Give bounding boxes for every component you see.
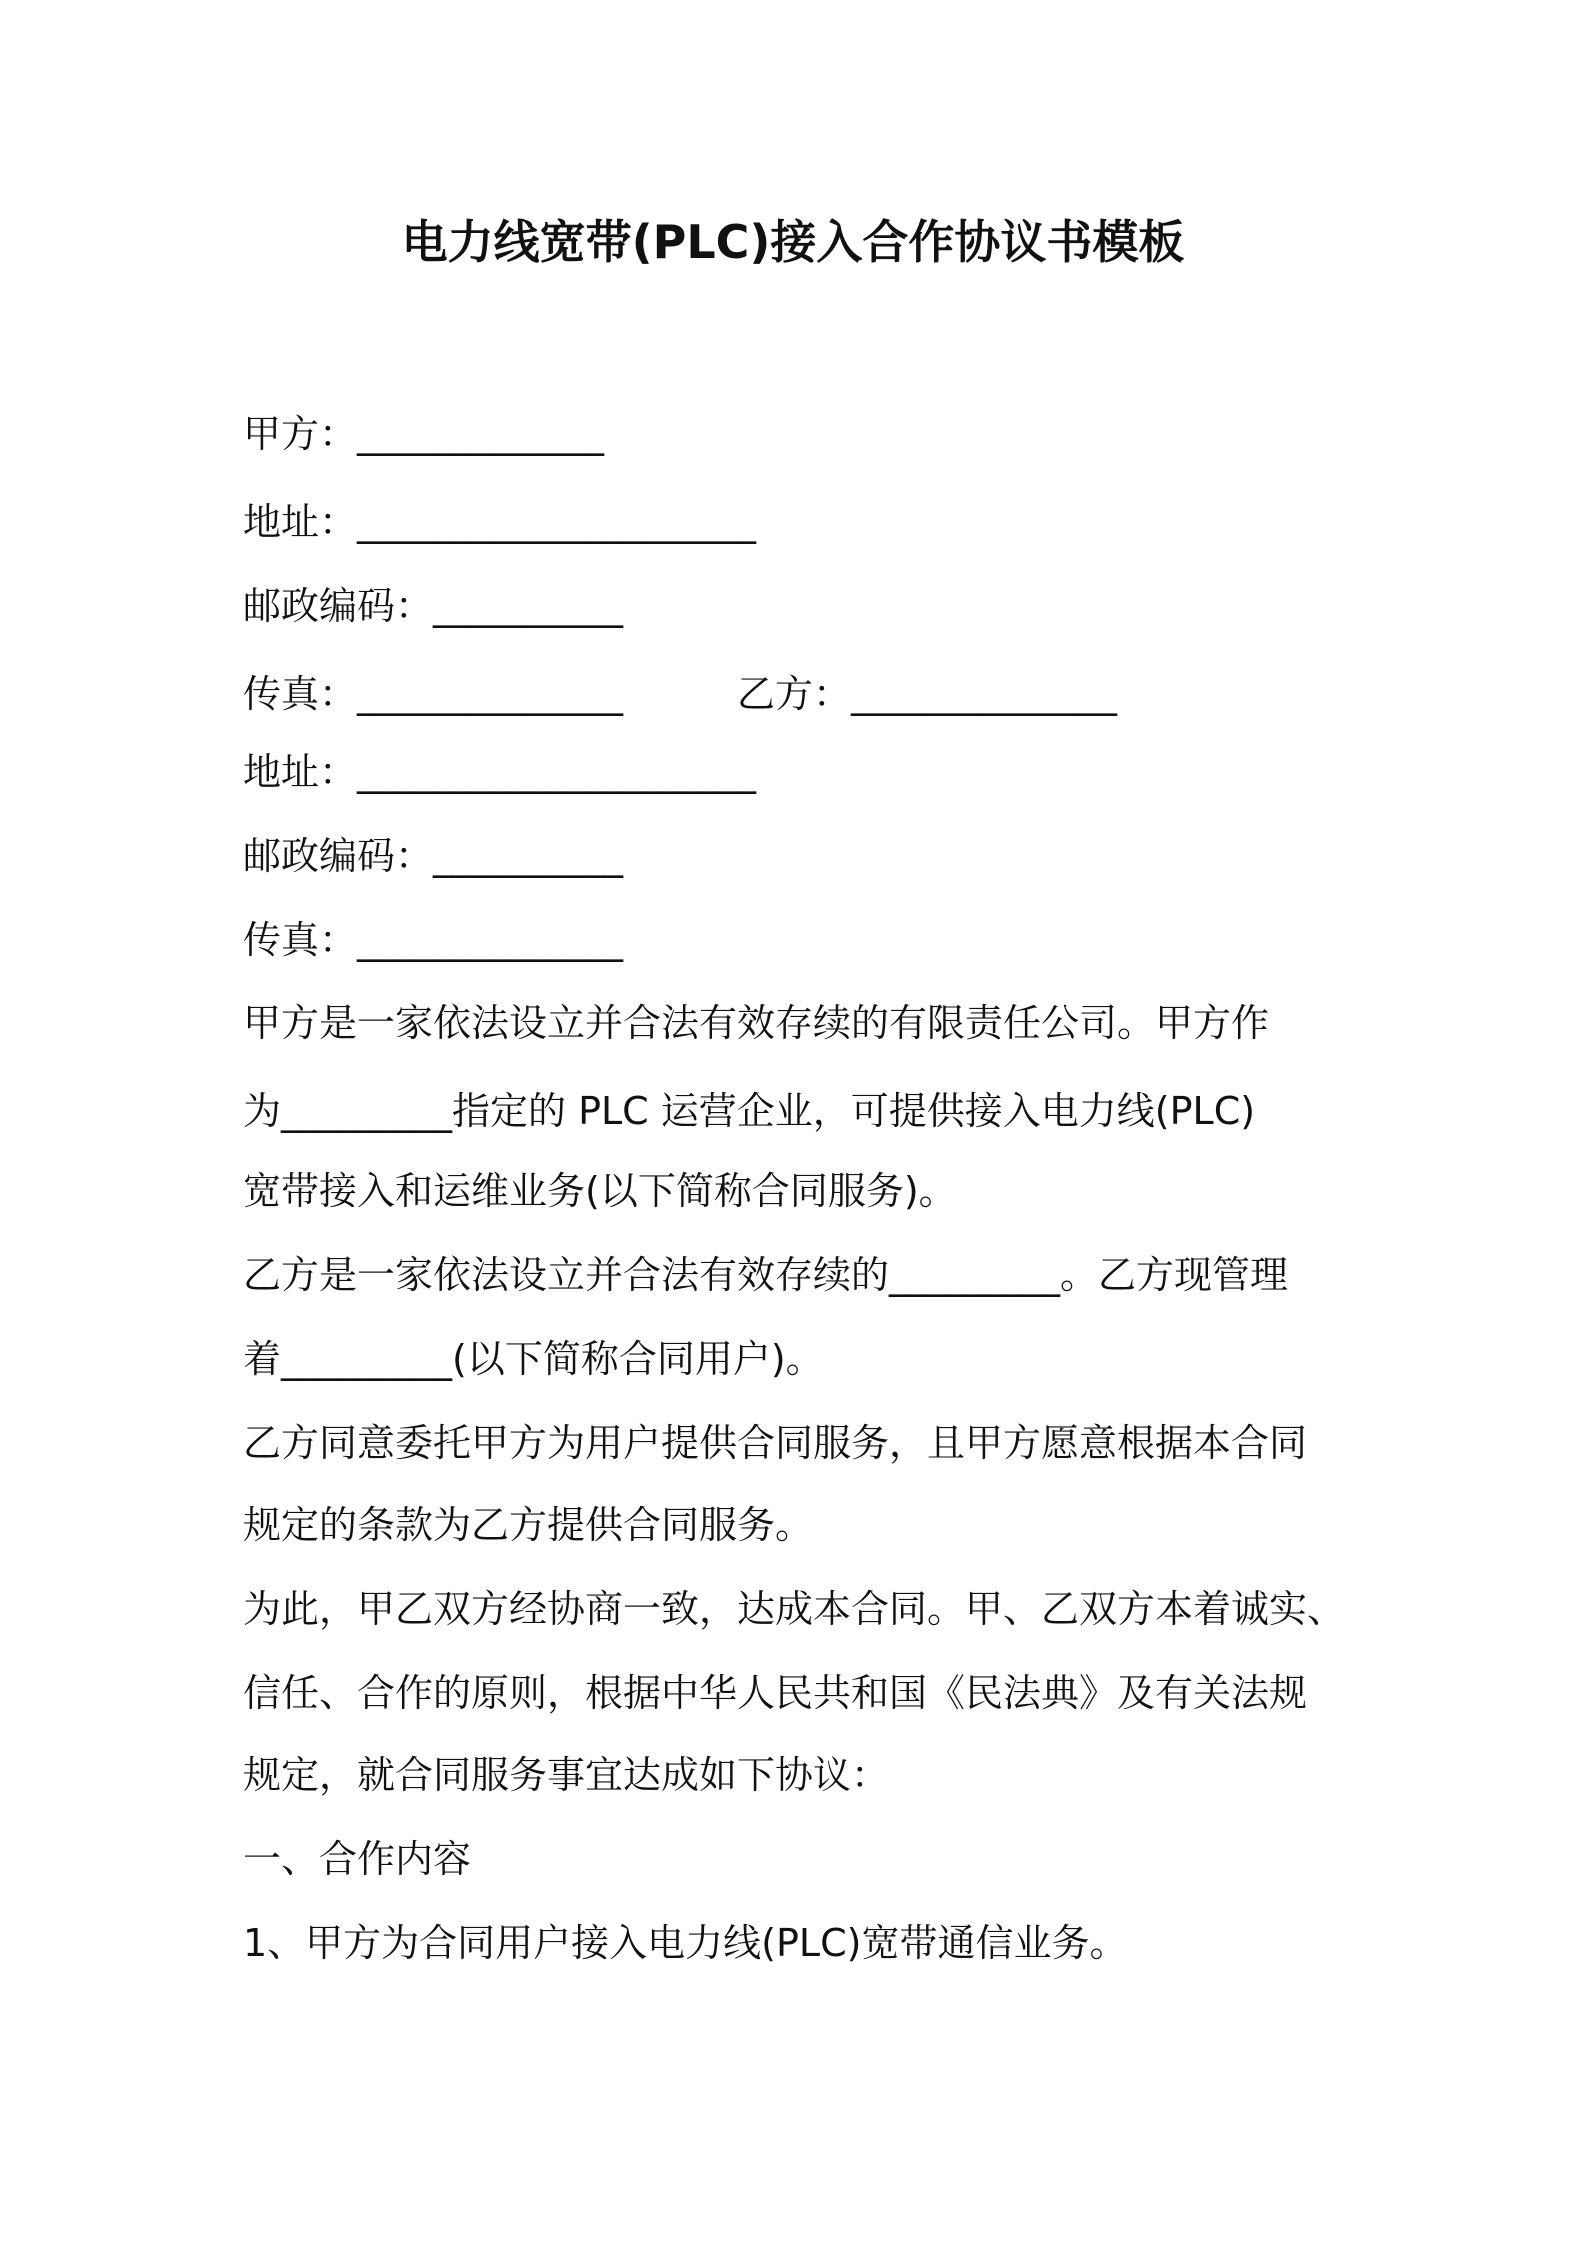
party-b-address-line [243,744,756,800]
party-b-postal-line [243,828,623,884]
party-b-name-blank: ______________ [851,672,1118,716]
party-a-fax-blank: ______________ [357,672,624,716]
body-line: 为此，甲乙双方经协商一致，达成本合同。甲、乙双方本着诚实、 [243,1587,1346,1631]
body-line: 信任、合作的原则，根据中华人民共和国《民法典》及有关法规 [243,1671,1308,1715]
party-a-postal-label: 邮政编码： [243,584,434,628]
party-a-postal-blank: __________ [433,584,624,628]
party-b-postal-blank: __________ [433,834,624,878]
body-line: 乙方是一家依法设立并合法有效存续的_________。乙方现管理 [243,1253,1289,1297]
section-heading: 一、合作内容 [243,1837,472,1881]
party-b-address-label: 地址： [243,750,358,794]
clause-line: 1、甲方为合同用户接入电力线(PLC)宽带通信业务。 [243,1921,1128,1965]
party-a-name-label: 甲方： [243,412,358,456]
body-line: 为_________指定的 PLC 运营企业，可提供接入电力线(PLC) [243,1089,1256,1133]
body-line: 甲方是一家依法设立并合法有效存续的有限责任公司。甲方作 [243,1001,1270,1045]
party-a-name-blank: _____________ [357,412,605,456]
party-a-address-line [243,494,756,550]
party-b-address-blank: _____________________ [357,750,757,794]
party-b-fax-blank: ______________ [357,918,624,962]
party-a-address-label: 地址： [243,500,358,544]
party-a-fax-line [243,666,623,722]
party-b-name-line [737,666,1117,722]
body-line: 规定，就合同服务事宜达成如下协议： [243,1753,890,1797]
body-line: 着_________(以下简称合同用户)。 [243,1337,824,1381]
party-a-name-line [243,406,604,462]
party-a-address-blank: _____________________ [357,500,757,544]
body-line: 规定的条款为乙方提供合同服务。 [243,1503,814,1547]
party-b-name-label: 乙方： [737,672,852,716]
party-b-fax-label: 传真： [243,918,358,962]
document-title: 电力线宽带(PLC)接入合作协议书模板 [401,215,1185,269]
party-b-postal-label: 邮政编码： [243,834,434,878]
party-a-fax-label: 传真： [243,672,358,716]
party-b-fax-line [243,912,623,968]
party-a-postal-line [243,578,623,634]
body-line: 宽带接入和运维业务(以下简称合同服务)。 [243,1169,957,1213]
body-line: 乙方同意委托甲方为用户提供合同服务，且甲方愿意根据本合同 [243,1421,1308,1465]
